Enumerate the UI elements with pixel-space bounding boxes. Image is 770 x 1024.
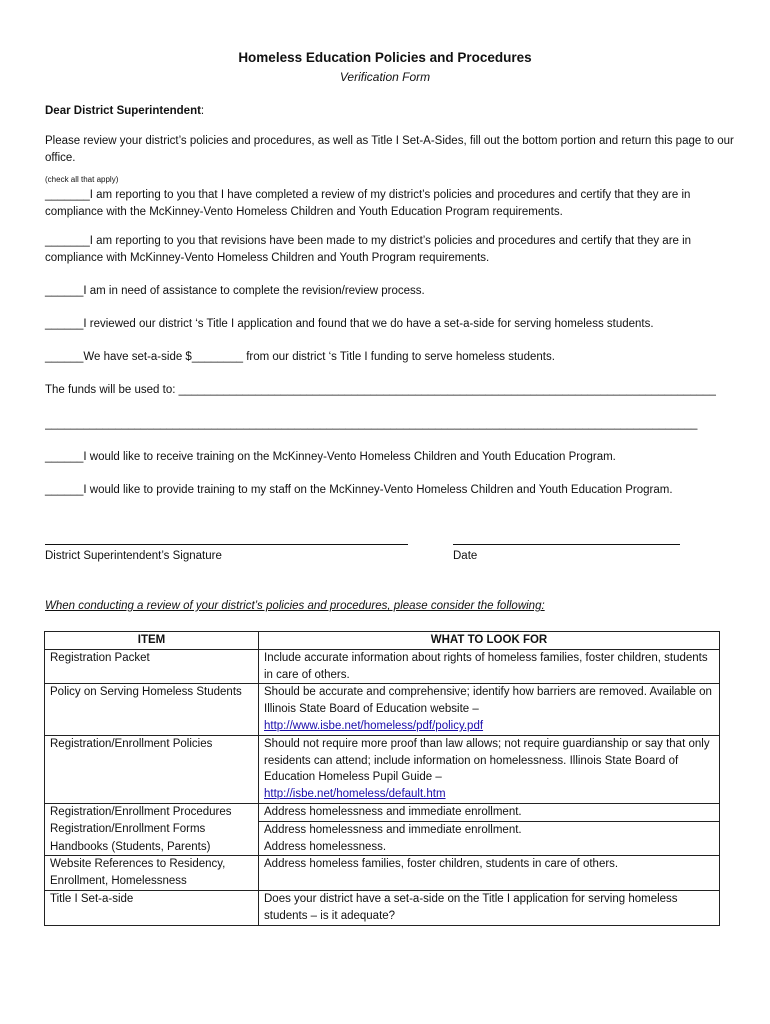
intro-paragraph: Please review your district’s policies and procedures, as well as Title I Set-A-Sides, fill out the bottom portion and return this page to our office. [45,135,734,164]
check-note: (check all that apply) [45,175,119,184]
item-receive-training[interactable]: ______I would like to receive training on the McKinney-Vento Homeless Children and Youth Education Program. [45,451,616,463]
table-cell-look: Address homeless families, foster children, students in care of others. [259,856,720,891]
table-cell-item: Website References to Residency, Enrollment, Homelessness [45,856,259,891]
table-row [45,649,720,684]
item-set-aside-amount[interactable]: ______We have set-a-side $________ from our district ‘s Title I funding to serve homeless students. [45,351,555,363]
signature-label: District Superintendent’s Signature [45,550,222,562]
review-heading: When conducting a review of your district’s policies and procedures, please consider the following: [45,600,545,612]
table-cell-look: Address homelessness. [259,839,720,856]
item-revisions-made[interactable]: _______I am reporting to you that revisions have been made to my district’s policies and procedures and certify that they are in compliance with McKinney-Vento Homeless Children and Youth Program requirements. [45,235,692,264]
funds-used-line-2[interactable]: ______________________________________________________________________________________________________ [45,418,698,430]
item-review-completed[interactable]: _______I am reporting to you that I have completed a review of my district’s policies and procedures and certify that they are in compliance with the McKinney-Vento Homeless Children and Youth Education Program requirements. [45,189,691,218]
table-header-item: ITEM [45,632,259,650]
date-label: Date [453,550,478,562]
page-subtitle: Verification Form [339,70,431,84]
table-cell-item: Registration/Enrollment Policies [45,735,259,803]
salutation-colon: : [200,105,205,117]
table-cell-item: Registration Packet [45,649,259,684]
page-title: Homeless Education Policies and Procedures [238,50,532,65]
table-cell-look [259,684,720,735]
table-header-look: WHAT TO LOOK FOR [259,632,720,650]
table-cell-item: Registration/Enrollment Procedures [45,803,259,821]
table-row [45,803,720,821]
review-guide-table [44,631,720,926]
table-row [45,684,720,735]
table-cell-look-text: Should not require more proof than law allows; not require guardianship or say that only residents can attend; include information on homelessness. Illinois State Board of Education Homeless Pupil Guide – [264,737,710,784]
table-cell-look-text: Should be accurate and comprehensive; identify how barriers are removed. Available on Illinois State Board of Education website – [264,686,712,716]
pupil-guide-link[interactable]: http://isbe.net/homeless/default.htm [264,788,446,801]
table-cell-item: Title I Set-a-side [45,890,259,925]
item-title1-reviewed[interactable]: ______I reviewed our district ‘s Title I application and found that we do have a set-a-side for serving homeless students. [45,318,654,330]
table-cell-look: Address homelessness and immediate enrollment. [259,821,720,838]
table-cell-look [259,735,720,803]
table-row [45,839,720,856]
salutation [45,103,204,120]
table-row [45,821,720,838]
date-line[interactable] [453,544,680,545]
table-cell-look: Address homelessness and immediate enrollment. [259,803,720,821]
table-row [45,856,720,891]
table-cell-item: Handbooks (Students, Parents) [45,839,259,856]
table-cell-look: Include accurate information about rights of homeless families, foster children, students in care of others. [259,649,720,684]
table-row [45,735,720,803]
funds-used-line[interactable]: The funds will be used to: ____________________________________________________________________________________ [45,384,716,396]
table-row [45,890,720,925]
table-cell-item: Policy on Serving Homeless Students [45,684,259,735]
table-header-row [45,632,720,650]
table-cell-look: Does your district have a set-a-side on the Title I application for serving homeless students – is it adequate? [259,890,720,925]
policy-link[interactable]: http://www.isbe.net/homeless/pdf/policy.pdf [264,719,484,732]
item-provide-training[interactable]: ______I would like to provide training to my staff on the McKinney-Vento Homeless Children and Youth Education Program. [45,484,673,496]
table-cell-item: Registration/Enrollment Forms [45,821,259,838]
salutation-text: Dear District Superintendent [45,105,201,117]
item-need-assistance[interactable]: ______I am in need of assistance to complete the revision/review process. [45,285,425,297]
signature-line[interactable] [45,544,408,545]
